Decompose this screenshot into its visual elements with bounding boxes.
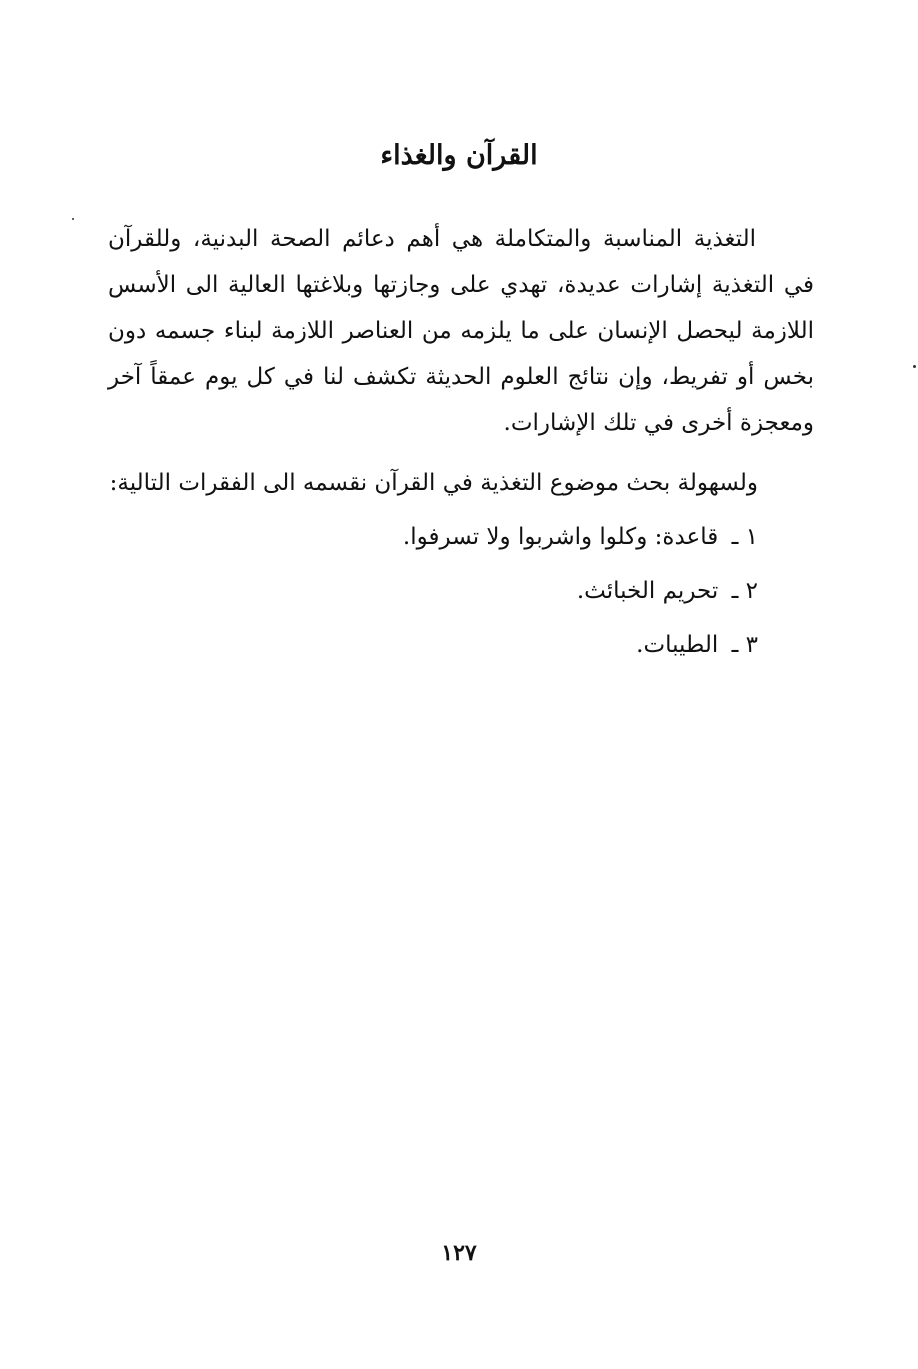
list-item <box>158 622 758 676</box>
body-paragraph: التغذية المناسبة والمتكاملة هي أهم دعائم الصحة البدنية، وللقرآن في التغذية إشارات عديدة، تهدي على وجازتها وبلاغتها العالية الى الأسس اللازمة ليحصل الإنسان على ما يلزمه من العناصر اللازمة لبناء جسمه دون بخس أو تفريط، وإن نتائج العلوم الحديثة تكشف لنا في كل يوم عمقاً آخر ومعجزة أخرى في تلك الإشارات. <box>108 226 814 436</box>
list-item-text: قاعدة: وكلوا واشربوا ولا تسرفوا. <box>402 524 719 550</box>
list-intro: ولسهولة بحث موضوع التغذية في القرآن نقسمه الى الفقرات التالية: <box>109 470 758 496</box>
page-title: القرآن والغذاء <box>380 140 538 171</box>
list-item-number: ٣ ـ <box>731 632 758 658</box>
page-number: ١٢٧ <box>441 1240 477 1266</box>
list-item-text: تحريم الخبائث. <box>576 578 719 604</box>
scan-speck <box>72 218 74 220</box>
list-item <box>158 514 758 568</box>
list-item <box>158 568 758 622</box>
scan-speck <box>913 365 916 368</box>
list-item-number: ١ ـ <box>731 524 758 550</box>
list-item-number: ٢ ـ <box>731 578 758 604</box>
topic-list <box>158 514 758 676</box>
list-item-text: الطيبات. <box>636 632 719 658</box>
